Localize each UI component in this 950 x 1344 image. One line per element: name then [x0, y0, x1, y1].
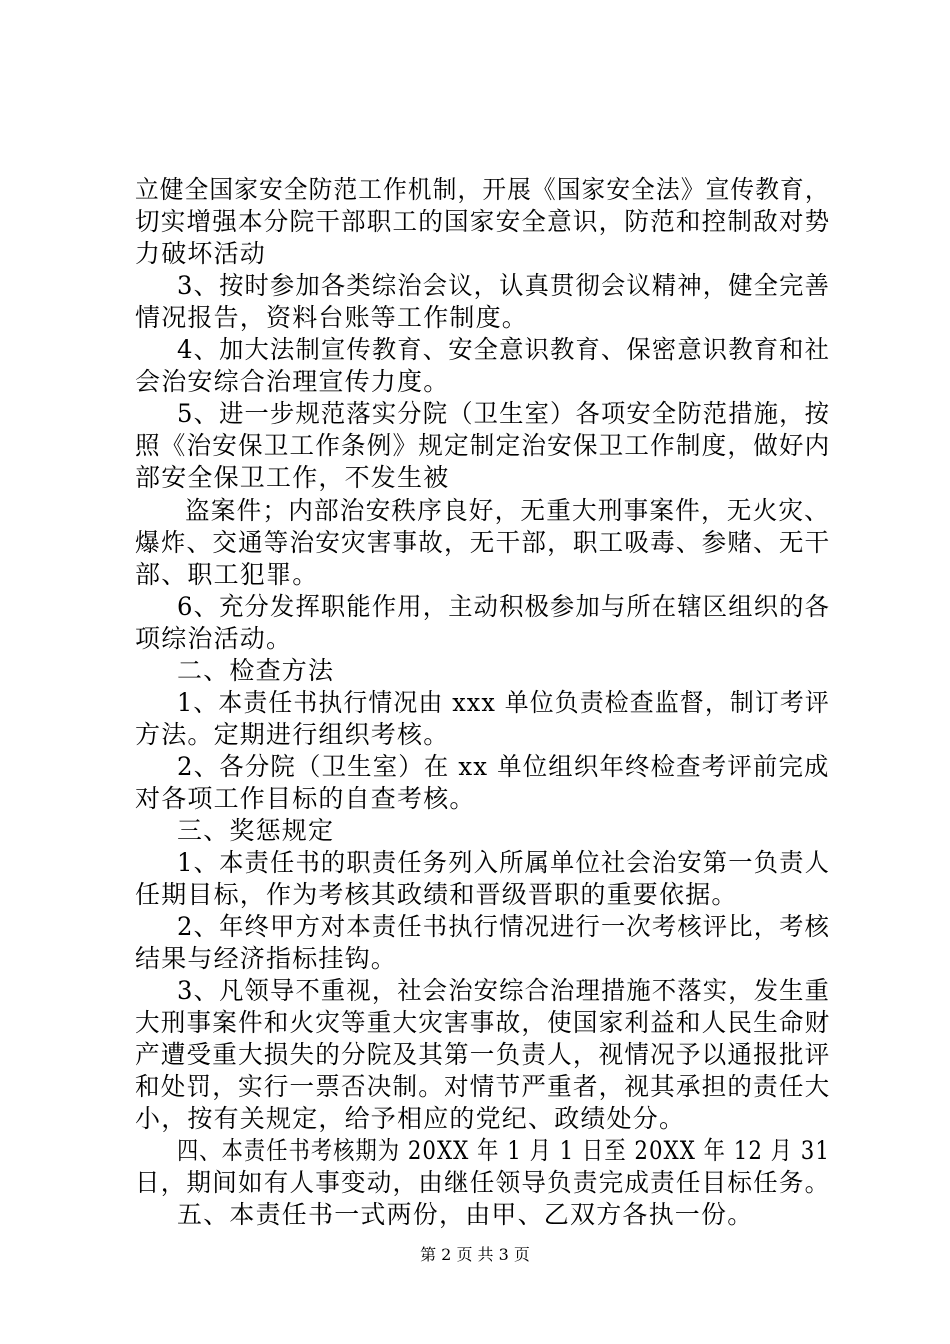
page-number-footer: 第 2 页 共 3 页: [420, 1245, 530, 1264]
text-line: 4、加大法制宣传教育、安全意识教育、保密意识教育和社: [177, 335, 831, 364]
text-line: 6、充分发挥职能作用，主动积极参加与所在辖区组织的各: [177, 592, 831, 621]
text-line: 立健全国家安全防范工作机制，开展《国家安全法》宣传教育，: [135, 175, 830, 204]
text-line: 5、进一步规范落实分院（卫生室）各项安全防范措施，按: [177, 399, 831, 428]
text-line: 照《治安保卫工作条例》规定制定治安保卫工作制度，做好内: [135, 431, 831, 460]
text-line: 和处罚，实行一票否决制。对情节严重者，视其承担的责任大: [135, 1072, 831, 1101]
text-line: 日，期间如有人事变动，由继任领导负责完成责任目标任务。: [135, 1168, 831, 1197]
text-line: 项综治活动。: [135, 624, 293, 653]
text-line: 产遭受重大损失的分院及其第一负责人，视情况予以通报批评: [135, 1040, 831, 1069]
text-line: 方法。定期进行组织考核。: [135, 720, 450, 749]
text-line: 三、奖惩规定: [177, 816, 335, 845]
text-line: 盗案件；内部治安秩序良好，无重大刑事案件，无火灾、: [185, 496, 830, 525]
text-line: 任期目标，作为考核其政绩和晋级晋职的重要依据。: [135, 880, 738, 909]
text-line: 切实增强本分院干部职工的国家安全意识，防范和控制敌对势: [135, 207, 831, 236]
text-line: 部、职工犯罪。: [135, 560, 319, 589]
text-line: 1、本责任书执行情况由 xxx 单位负责检查监督，制订考评: [177, 688, 830, 717]
text-line: 2、各分院（卫生室）在 xx 单位组织年终检查考评前完成: [177, 752, 830, 781]
text-line: 情况报告，资料台账等工作制度。: [135, 303, 529, 332]
text-line: 四、本责任书考核期为 20XX 年 1 月 1 日至 20XX 年 12 月 31: [177, 1136, 830, 1165]
text-line: 3、按时参加各类综治会议，认真贯彻会议精神，健全完善: [177, 271, 831, 300]
text-line: 大刑事案件和火灾等重大灾害事故，使国家利益和人民生命财: [135, 1008, 831, 1037]
text-line: 五、本责任书一式两份，由甲、乙双方各执一份。: [177, 1200, 754, 1229]
text-line: 结果与经济指标挂钩。: [135, 944, 398, 973]
text-line: 小，按有关规定，给予相应的党纪、政绩处分。: [135, 1104, 686, 1133]
text-line: 二、检查方法: [177, 656, 335, 685]
text-line: 3、凡领导不重视，社会治安综合治理措施不落实，发生重: [177, 976, 831, 1005]
text-line: 力破坏活动: [135, 239, 267, 268]
text-line: 会治安综合治理宣传力度。: [135, 367, 450, 396]
text-line: 爆炸、交通等治安灾害事故，无干部，职工吸毒、参赌、无干: [135, 528, 831, 557]
text-line: 2、年终甲方对本责任书执行情况进行一次考核评比，考核: [177, 912, 831, 941]
text-line: 1、本责任书的职责任务列入所属单位社会治安第一负责人: [177, 848, 831, 877]
text-line: 部安全保卫工作，不发生被: [135, 463, 450, 492]
text-line: 对各项工作目标的自查考核。: [135, 784, 476, 813]
